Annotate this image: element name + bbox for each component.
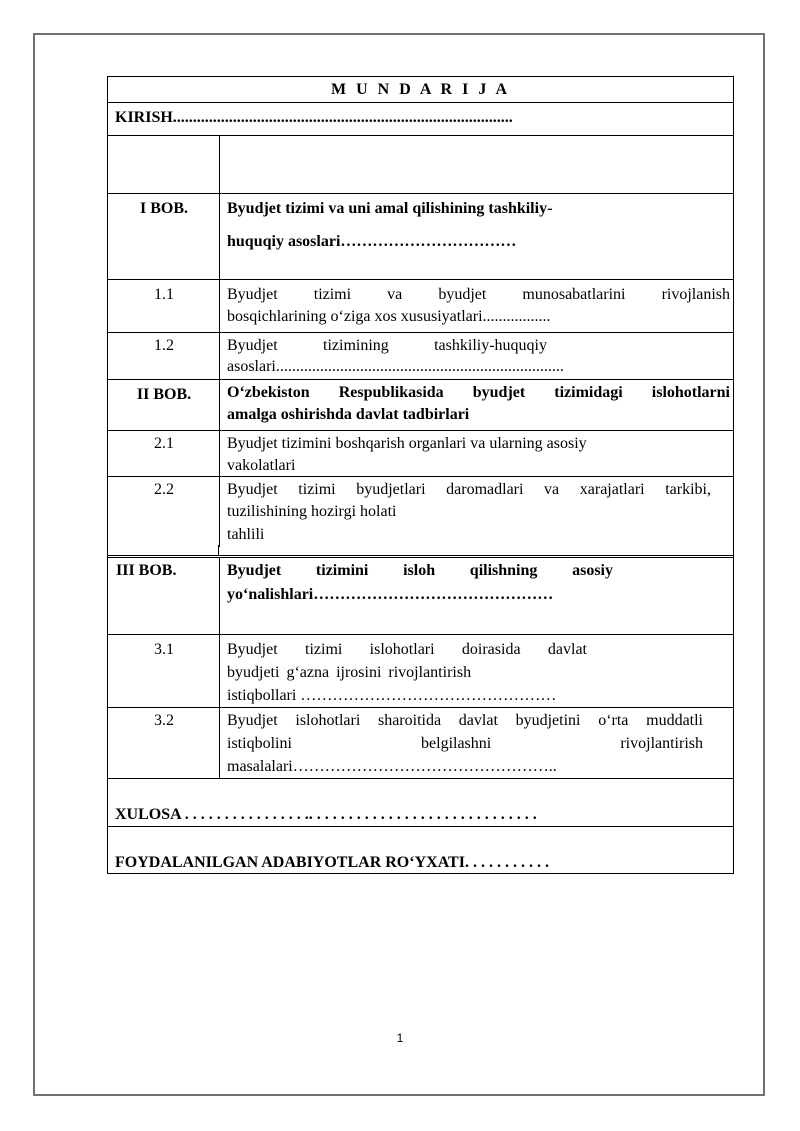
toc-number: I BOB.: [139, 200, 188, 217]
toc-adabiyotlar: FOYDALANILGAN ADABIYOTLAR RO‘YXATI. . . . . . . . . . .: [115, 854, 549, 871]
toc-text-line: masalalari…………………………………………..: [227, 758, 557, 775]
toc-text-line: Byudjet tizimi va uni amal qilishining tashkiliy-: [227, 200, 553, 217]
page-number: 1: [396, 1031, 404, 1045]
table-divider: [218, 545, 219, 556]
toc-row-1-1: [108, 279, 733, 332]
toc-kirish: KIRISH.....................................................................................: [115, 109, 513, 126]
table-divider: [107, 555, 734, 556]
toc-row-i-bob: [108, 193, 733, 279]
toc-text-line: bosqichlarining o‘ziga xos xususiyatlari.................: [227, 308, 551, 325]
toc-title-row: [108, 77, 733, 102]
toc-empty-num-cell: [108, 136, 220, 193]
toc-empty-row: [108, 135, 733, 193]
toc-text-line: yo‘nalishlari………………………………………: [227, 586, 554, 603]
toc-text-line: huquqiy asoslari……………………………: [227, 233, 517, 250]
toc-text-line: Byudjet tizimi islohotlari doirasida davlat: [227, 641, 587, 658]
toc-text-line: Byudjet tizimini boshqarish organlari va ularning asosiy: [227, 435, 587, 452]
toc-text-line: Byudjet islohotlari sharoitida davlat byudjetini o‘rta muddatli: [227, 712, 703, 729]
toc-text-line: tahlili: [227, 526, 265, 543]
toc-kirish-row: [108, 102, 733, 135]
toc-row-3-2: [108, 707, 733, 778]
toc-text-line: Byudjet tizimi byudjetlari daromadlari va xarajatlari tarkibi,: [227, 481, 711, 498]
toc-row-2-2: [108, 476, 733, 547]
toc-text-line: vakolatlari: [227, 457, 296, 474]
toc-number: 3.2: [154, 712, 174, 729]
toc-number: III BOB.: [116, 562, 177, 579]
toc-text-line: amalga oshirishda davlat tadbirlari: [227, 406, 470, 423]
toc-text-line: O‘zbekiston Respublikasida byudjet tizimidagi islohotlarni: [227, 384, 730, 401]
table-of-contents: [107, 76, 734, 874]
toc-text-line: byudjeti g‘azna ijrosini rivojlantirish: [227, 664, 472, 681]
toc-text-line: istiqbolini belgilashni rivojlantirish: [227, 735, 703, 752]
toc-row-2-1: [108, 430, 733, 476]
toc-text-line: Byudjet tizimini isloh qilishning asosiy: [227, 562, 613, 579]
toc-number: II BOB.: [136, 386, 192, 403]
toc-adabiyotlar-row: [108, 826, 733, 874]
toc-row-1-2: [108, 332, 733, 379]
toc-xulosa-row: [108, 778, 733, 826]
toc-text-line: Byudjet tizimining tashkiliy-huquqiy: [227, 337, 547, 354]
toc-row-iii-bob: [108, 557, 733, 634]
toc-number: 1.1: [154, 286, 174, 303]
toc-xulosa: XULOSA . . . . . . . . . . . . . . . .. . . . . . . . . . . . . . . . . . . . . . . . . . . . .: [115, 806, 537, 823]
toc-number: 2.1: [154, 435, 174, 452]
toc-text-line: Byudjet tizimi va byudjet munosabatlarini rivojlanish: [227, 286, 730, 303]
toc-text-line: asoslari........................................................................: [227, 358, 564, 375]
toc-row-3-1: [108, 634, 733, 707]
toc-title: M U N D A R I J A: [330, 81, 510, 98]
toc-number: 3.1: [154, 641, 174, 658]
toc-number: 1.2: [154, 337, 174, 354]
toc-text-line: tuzilishining hozirgi holati: [227, 503, 397, 520]
toc-number: 2.2: [154, 481, 174, 498]
toc-row-ii-bob: [108, 379, 733, 430]
toc-text-line: istiqbollari …………………………………………: [227, 687, 557, 704]
